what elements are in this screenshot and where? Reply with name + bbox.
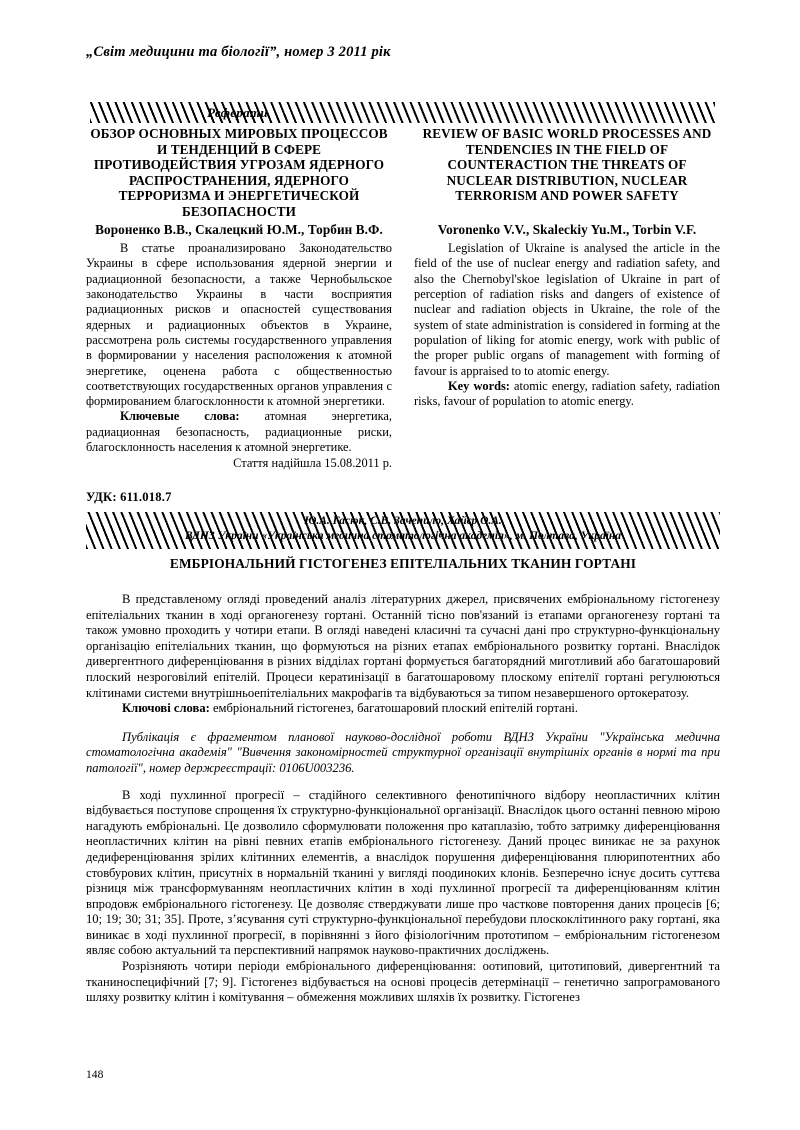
section-banner-hatched bbox=[90, 102, 715, 123]
article-2-body bbox=[86, 592, 720, 1006]
article-1-abstract-en-column bbox=[414, 241, 720, 471]
article-2-udc: УДК: 611.018.7 bbox=[86, 490, 172, 504]
article-1-title-en: REVIEW OF BASIC WORLD PROCESSES AND TENDENCIES IN THE FIELD OF COUNTERACTION THE THREATS OF NUCLEAR DISTRIBUTION, NUCLEAR TERRORISM AND POWER SAFETY bbox=[422, 126, 712, 204]
article-2-authors-hatched bbox=[86, 512, 720, 549]
article-1-abstract-en: Legislation of Ukraine is analysed the article in the field of the use of nuclear energy and radiation safety, and also the Chernobyl'skoe legislation of Ukraine in part of perception of radiation risks and dangers of existence of nuclear and radiation objects in Ukraine, the role of the system of state administration is considered in forming at the population of liking for atomic energy, work with public of the proper public organs of management with forming of favour is appraised to to atomic energy. bbox=[414, 241, 720, 378]
article-1-received-date: Стаття надійшла 15.08.2011 р. bbox=[233, 456, 392, 471]
article-2-paragraph-2: Розрізняють чотири періоди ембріонального диференціювання: оотиповий, цитотиповий, дивергентний та тканиноспецифічний [7; 9]. Гістогенез відбувається на основі процесів детермінації – генетично запрограмованого шляху розвитку клітин і комітування – обмеження можливих шляхів їх розвитку. Гістогенез bbox=[86, 959, 720, 1005]
article-1-keywords-ru: атомная энергетика, радиационная безопасность, радиационные риски, благосклонность населения к атомной энергетике. bbox=[86, 409, 393, 455]
article-2-funding-note: Публікація є фрагментом планової науково-дослідної роботи ВДНЗ України "Українська медична стоматологічна академія" "Вивчення закономірностей структурної організації внутрішніх органів в нормі та при патології", номер держреєстрації: 0106U003236. bbox=[86, 729, 720, 775]
article-1-titles bbox=[86, 126, 720, 220]
article-1-abstract-ru-column bbox=[86, 241, 392, 471]
article-1-authors bbox=[86, 220, 720, 238]
article-1-abstracts bbox=[86, 241, 720, 471]
article-1-authors-en: Voronenko V.V., Skaleckiy Yu.M., Torbin V.F. bbox=[437, 221, 697, 237]
running-head: „Світ медицини та біології”, номер 3 2011 рік bbox=[86, 44, 391, 60]
page-number: 148 bbox=[86, 1068, 104, 1081]
article-1-keywords-en-label: Key words: bbox=[448, 378, 510, 393]
article-1-keywords-ru-paragraph bbox=[86, 409, 392, 455]
article-2-keywords-paragraph bbox=[86, 701, 720, 717]
article-1-title-ru: ОБЗОР ОСНОВНЫХ МИРОВЫХ ПРОЦЕССОВ И ТЕНДЕНЦИЙ В СФЕРЕ ПРОТИВОДЕЙСТВИЯ УГРОЗАМ ЯДЕРНОГО РАСПРОСТРАНЕНИЯ, ЯДЕРНОГО ТЕРРОРИЗМА И ЭНЕРГЕТИЧЕСКОЙ БЕЗОПАСНОСТИ bbox=[90, 126, 388, 219]
article-2-affiliation: ВДНЗ України «Українська медична стоматологічна академія», м. Полтава, Україна bbox=[184, 530, 622, 542]
article-2-paragraph-1: В ході пухлинної прогресії – стадійного селективного фенотипічного відбору неопластичних клітин відбувається поступове спрощення їх структурно-функціональної організації. Внаслідок цього останні певною мірою нагадують ембріональні. Це дозволило сформулювати положення про катаплазію, тобто затримку диференціювання неопластичних клітин на рівні певних етапів ембріонального гістогенезу. Даний процес виникає не за рахунок дедиференціювання зрілих клітинних елементів, а внаслідок порушення диференціювання плюрипотентних або стовбурових клітин, присутніх в нормальній тканині у вигляді поодиноких клонів. Безперечно існує досить суттєва різниця між трансформуванням неопластичних клітин в ході пухлинної прогресії та диференціюванням клітин впродовж ембріонального гістогенезу. Це дозволяє стверджувати лише про часткове повторення даних процесів [6; 10; 19; 30; 31; 35]. Проте, з’ясування суті структурно-функціональної перебудови плоскоклітинного раку гортані, яка виникає в ході пухлинної прогресії, в порівнянні з його фізіологічним прототипом – ембріональним гістогенезом являє собою актуальний та перспективний напрямок науково-практичних досліджень. bbox=[86, 787, 720, 958]
article-1-keywords-en-paragraph bbox=[414, 379, 720, 410]
article-2-keywords: ембріональний гістогенез, багатошаровий плоский епітелій гортані. bbox=[209, 701, 579, 716]
article-1-authors-ru: Вороненко В.В., Скалецкий Ю.М., Торбин В.Ф. bbox=[95, 221, 383, 237]
article-1-keywords-en: atomic energy, radiation safety, radiation risks, favour of population to atomic energy. bbox=[414, 378, 720, 409]
article-1-keywords-ru-label: Ключевые слова: bbox=[120, 409, 240, 424]
section-banner-label: Реферати bbox=[207, 104, 268, 120]
article-2-title: ЕМБРІОНАЛЬНИЙ ГІСТОГЕНЕЗ ЕПІТЕЛІАЛЬНИХ ТКАНИН ГОРТАНІ bbox=[169, 556, 637, 571]
article-2-authors: Ю.А. Гасюк, С.В. Зачепило, Хайєр О.А. bbox=[304, 515, 502, 527]
article-2-keywords-label: Ключові слова: bbox=[122, 701, 210, 716]
article-1 bbox=[86, 126, 720, 472]
article-1-abstract-ru: В статье проанализировано Законодательство Украины в сфере использования ядерной энергии и радиационной безопасности, а также Чернобыльское законодательство Украины в части восприятия радиационных рисков и опасностей существования ядерных и радиационных объектов в Украине, рассмотрена роль системы государственного управления в формировании у населения расположения к атомной энергетике, оценена работа с общественностью соответствующих государственных органов управления с формированием благосклонности к атомной энергетики. bbox=[86, 241, 392, 409]
article-2-abstract: В представленому огляді проведений аналіз літературних джерел, присвячених ембріональному гістогенезу епітеліальних тканин в ході органогенезу гортані. Останній тісно пов'язаний із етапами органогенезу гортані та також умовно проходить у чотири етапи. В огляді наведені класичні та сучасні дані про структурно-функціональну організацію епітеліальних тканин, що формуються на різних етапах ембріонального розвитку гортані. Внаслідок дивергентного диференціювання в різних відділах гортані формується багаторядний миготливий або багатошаровий плоский незроговілий епітелій. Процеси кератинізації в багатошаровому плоскому епітелії гортані регулюються клітинами системи внутрішньоепітеліальних макрофагів та відбуваються за типом незавершеного ортокератозу. bbox=[86, 592, 720, 700]
